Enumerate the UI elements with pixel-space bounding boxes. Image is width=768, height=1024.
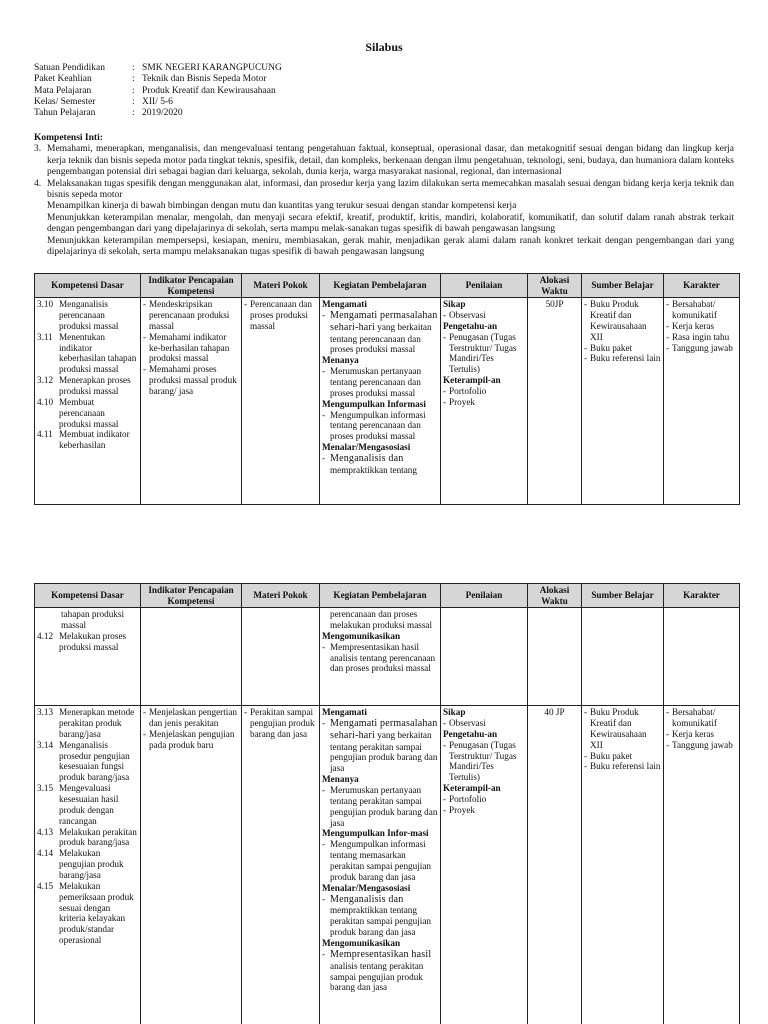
header-materi: Materi Pokok [242, 274, 320, 298]
item-number: 3. [34, 144, 42, 155]
materi-cell [242, 608, 320, 706]
karakter-cell: - Bersahabat/ komunikatif - Kerja keras - Rasa ingin tahu - Tanggung jawab [664, 298, 740, 505]
identity-row: Mata Pelajaran : Produk Kreatif dan Kewirausahaan [34, 85, 276, 96]
header-kd: Kompetensi Dasar [35, 584, 141, 608]
identity-label: Kelas/ Semester [34, 96, 96, 107]
karakter-cell [664, 608, 740, 706]
item-number: 4. [34, 178, 42, 189]
header-kd: Kompetensi Dasar [35, 274, 141, 298]
header-karakter: Karakter [664, 274, 740, 298]
core-competence-block [34, 133, 734, 258]
sumber-cell: - Buku Produk Kreatif dan Kewirausahaan XII - Buku paket - Buku referensi lain [582, 298, 664, 505]
indikator-cell: - Mendeskripsikan perencanaan produksi massal - Memahami indikator ke-berhasilan tahapan produksi massal - Memahami proses produksi massal produk barang/ jasa [141, 298, 242, 505]
identity-value: SMK NEGERI KARANGPUCUNG [142, 63, 282, 73]
header-waktu: Alokasi Waktu [528, 584, 582, 608]
kd-cell: tahapan produksi massal 4.12 Melakukan proses produksi massal [35, 608, 141, 706]
identity-value: 2019/2020 [142, 108, 183, 119]
header-indikator: Indikator Pencapaian Kompetensi [141, 584, 242, 608]
identity-row: Tahun Pelajaran : 2019/2020 [34, 108, 183, 119]
kegiatan-cell: Mengamati - Mengamati permasalahan sehari-hari yang berkaitan tentang perencanaan dan proses produksi massal Menanya - Merumuskan pertanyaan tentang perencanaan dan proses produksi massal Mengumpulkan Informasi - Mengumpulkan informasi tentang perencanaan dan proses produksi massal Menalar/Mengasosiasi - Menganalisis dan mempraktikkan tentang [320, 298, 441, 505]
waktu-cell: 50JP [528, 298, 582, 505]
kegiatan-cell: Mengamati - Mengamati permasalahan sehari-hari yang berkaitan tentang perakitan sampai pengujian produk barang dan jasa Menanya - Merumuskan pertanyaan tentang perakitan sampai pengujian produk barang dan jasa Mengumpulkan Infor-masi - Mengumpulkan informasi tentang memasarkan perakitan sampai pengujian produk barang dan jasa Menalar/Mengasosiasi - Menganalisis dan mempraktikkan tentang perakitan sampai pengujian produk barang dan jasa Mengomunikasikan - Mempresentasikan hasil analisis tentang perakitan sampai pengujian produk barang dan jasa [320, 706, 441, 1024]
identity-value: Teknik dan Bisnis Sepeda Motor [142, 74, 267, 85]
header-karakter: Karakter [664, 584, 740, 608]
header-indikator: Indikator Pencapaian Kompetensi [141, 274, 242, 298]
header-sumber: Sumber Belajar [582, 274, 664, 298]
identity-value: XII/ 5-6 [142, 96, 173, 107]
table-row [35, 706, 740, 1024]
table-header-row [35, 584, 740, 608]
identity-label: Tahun Pelajaran [34, 108, 96, 119]
penilaian-cell: Sikap - Observasi Pengetahu-an - Penugasan (Tugas Terstruktur/ Tugas Mandiri/Tes Tertulis) Keterampil-an - Portofolio - Proyek [441, 706, 528, 1024]
core-competence-item [34, 179, 734, 202]
header-sumber: Sumber Belajar [582, 584, 664, 608]
header-penilaian: Penilaian [441, 584, 528, 608]
syllabus-table-1 [34, 273, 740, 505]
page-title: Silabus [365, 40, 403, 54]
identity-row: Paket Keahlian : Teknik dan Bisnis Sepeda Motor [34, 74, 267, 85]
core-competence-heading: Kompetensi Inti: [34, 133, 103, 143]
penilaian-cell: Sikap - Observasi Pengetahu-an - Penugasan (Tugas Terstruktur/ Tugas Mandiri/Tes Tertulis) Keterampil-an - Portofolio - Proyek [441, 298, 528, 505]
syllabus-table-2 [34, 583, 740, 1024]
indikator-cell: - Menjelaskan pengertian dan jenis perakitan - Menjelaskan pengujian pada produk baru [141, 706, 242, 1024]
identity-row: Kelas/ Semester : XII/ 5-6 [34, 96, 173, 107]
identity-row: Satuan Pendidikan : SMK NEGERI KARANGPUCUNG [34, 63, 282, 73]
kegiatan-cell: perencanaan dan proses melakukan produksi massal Mengomunikasikan - Mempresentasikan hasil analisis tentang perencanaan dan proses produksi massal [320, 608, 441, 706]
materi-cell: - Perakitan sampai pengujian produk barang dan jasa [242, 706, 320, 1024]
core-competence-extra: Menunjukkan keterampilan mempersepsi, kesiapan, meniru, membiasakan, gerak mahir, menjadikan gerak alami dalam ranah konkret terkait dengan pengembangan dari yang dipelajarinya di sekolah, serta mampu melaksanakan tugas spesifik di bawah pengawasan langsung [47, 235, 734, 257]
table-row-continued [35, 608, 740, 706]
kd-cell: 3.13 Menerapkan metode perakitan produk barang/jasa 3.14 Menganalisis prosedur pengujian kesesuaian fungsi produk barang/jasa 3.15 Mengevaluasi kesesuaian hasil produk dengan rancangan 4.13 Melakukan perakitan produk barang/jasa 4.14 Melakukan pengujian produk barang/jasa 4.15 Melakukan pemeriksaan produk sesuai dengan kriteria kelayakan produk/standar operasional [35, 706, 141, 1024]
kd-cell: 3.10 Menganalisis perencanaan produksi massal 3.11 Menentukan indikator keberhasilan tahapan produksi massal 3.12 Menerapkan proses produksi massal 4.10 Membuat perencanaan produksi massal 4.11 Membuat indikator keberhasilan [35, 298, 141, 505]
header-penilaian: Penilaian [441, 274, 528, 298]
identity-label: Paket Keahlian [34, 74, 92, 85]
item-text: Melaksanakan tugas spesifik dengan menggunakan alat, informasi, dan prosedur kerja yang lazim dilakukan serta memecahkan masalah sesuai dengan bidang kerja kerja teknik dan bisnis sepeda motor [47, 178, 734, 200]
table-header-row [35, 274, 740, 298]
item-text: Memahami, menerapkan, menganalisis, dan mengevaluasi tentang pengetahuan faktual, konseptual, operasional dasar, dan metakognitif sesuai dengan bidang dan lingkup kerja kerja teknik dan bisnis sepeda motor pada tingkat teknis, spesifik, detail, dan kompleks, berkenaan dengan ilmu pengetahuan, teknologi, seni, budaya, dan humaniora dalam konteks pengembangan potensial diri sebagai bagian dari keluarga, sekolah, dunia kerja, warga masyarakat nasional, regional, dan internasional [47, 144, 734, 178]
penilaian-cell [441, 608, 528, 706]
table-row [35, 298, 740, 505]
header-kegiatan: Kegiatan Pembelajaran [320, 584, 441, 608]
core-competence-extra: Menunjukkan keterampilan menalar, mengolah, dan menyaji secara efektif, kreatif, produktif, kritis, mandiri, kolaboratif, komunikatif, dan solutif dalam ranah abstrak terkait dengan pengembangan dari yang dipelajarinya di sekolah, serta mampu melak-sanakan tugas spesifik di bawah pengawasan langsung [47, 212, 734, 235]
waktu-cell: 40 JP [528, 706, 582, 1024]
header-kegiatan: Kegiatan Pembelajaran [320, 274, 441, 298]
karakter-cell: - Bersahabat/ komunikatif - Kerja keras - Tanggung jawab [664, 706, 740, 1024]
identity-value: Produk Kreatif dan Kewirausahaan [142, 85, 276, 96]
identity-block [34, 63, 734, 119]
header-materi: Materi Pokok [242, 584, 320, 608]
materi-cell: - Perencanaan dan proses produksi massal [242, 298, 320, 505]
identity-label: Satuan Pendidikan [34, 63, 105, 73]
sumber-cell [582, 608, 664, 706]
indikator-cell [141, 608, 242, 706]
header-waktu: Alokasi Waktu [528, 274, 582, 298]
identity-label: Mata Pelajaran [34, 85, 92, 96]
waktu-cell [528, 608, 582, 706]
core-competence-item [34, 144, 734, 178]
core-competence-extra: Menampilkan kinerja di bawah bimbingan dengan mutu dan kuantitas yang terukur sesuai dengan standar kompetensi kerja [47, 201, 517, 212]
sumber-cell: - Buku Produk Kreatif dan Kewirausahaan XII - Buku paket - Buku referensi lain [582, 706, 664, 1024]
